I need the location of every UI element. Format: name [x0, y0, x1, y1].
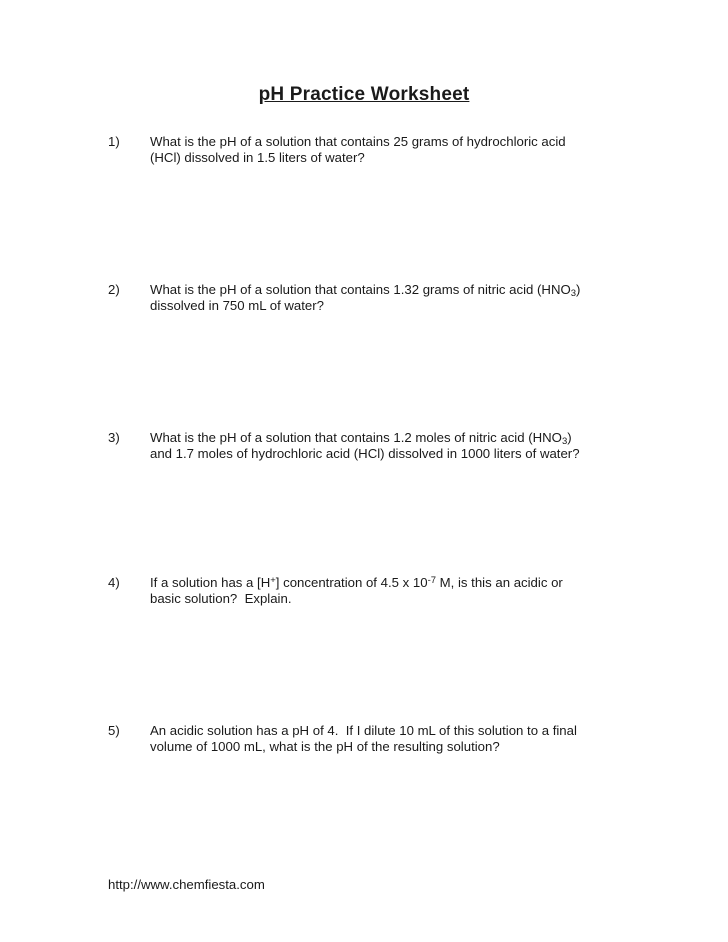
question-number: 4) [108, 575, 120, 590]
question-text: What is the pH of a solution that contains 25 grams of hydrochloric acid (HCl) dissolved in 1.5 liters of water? [150, 134, 566, 165]
question-number: 1) [108, 134, 120, 149]
footer-url: http://www.chemfiesta.com [108, 877, 265, 892]
question-number: 2) [108, 282, 120, 297]
question-text: An acidic solution has a pH of 4. If I dilute 10 mL of this solution to a final volume of 1000 mL, what is the pH of the resulting solution? [150, 723, 577, 754]
question-number: 5) [108, 723, 120, 738]
question-text: What is the pH of a solution that contains 1.2 moles of nitric acid $(HNO_3)$ and 1.7 moles of hydrochloric acid (HCl) dissolved in 1000 liters of water? [150, 430, 580, 461]
question-number: 3) [108, 430, 120, 445]
question-text: If a solution has a [H+] concentration of 4.5 x $10^{-7}$ M, is this an acidic or basic solution? Explain. [150, 575, 563, 606]
question-text: What is the pH of a solution that contains 1.32 grams of nitric acid $(HNO_3)$ dissolved in 750 mL of water? [150, 282, 581, 313]
page-title: pH Practice Worksheet [258, 84, 470, 105]
